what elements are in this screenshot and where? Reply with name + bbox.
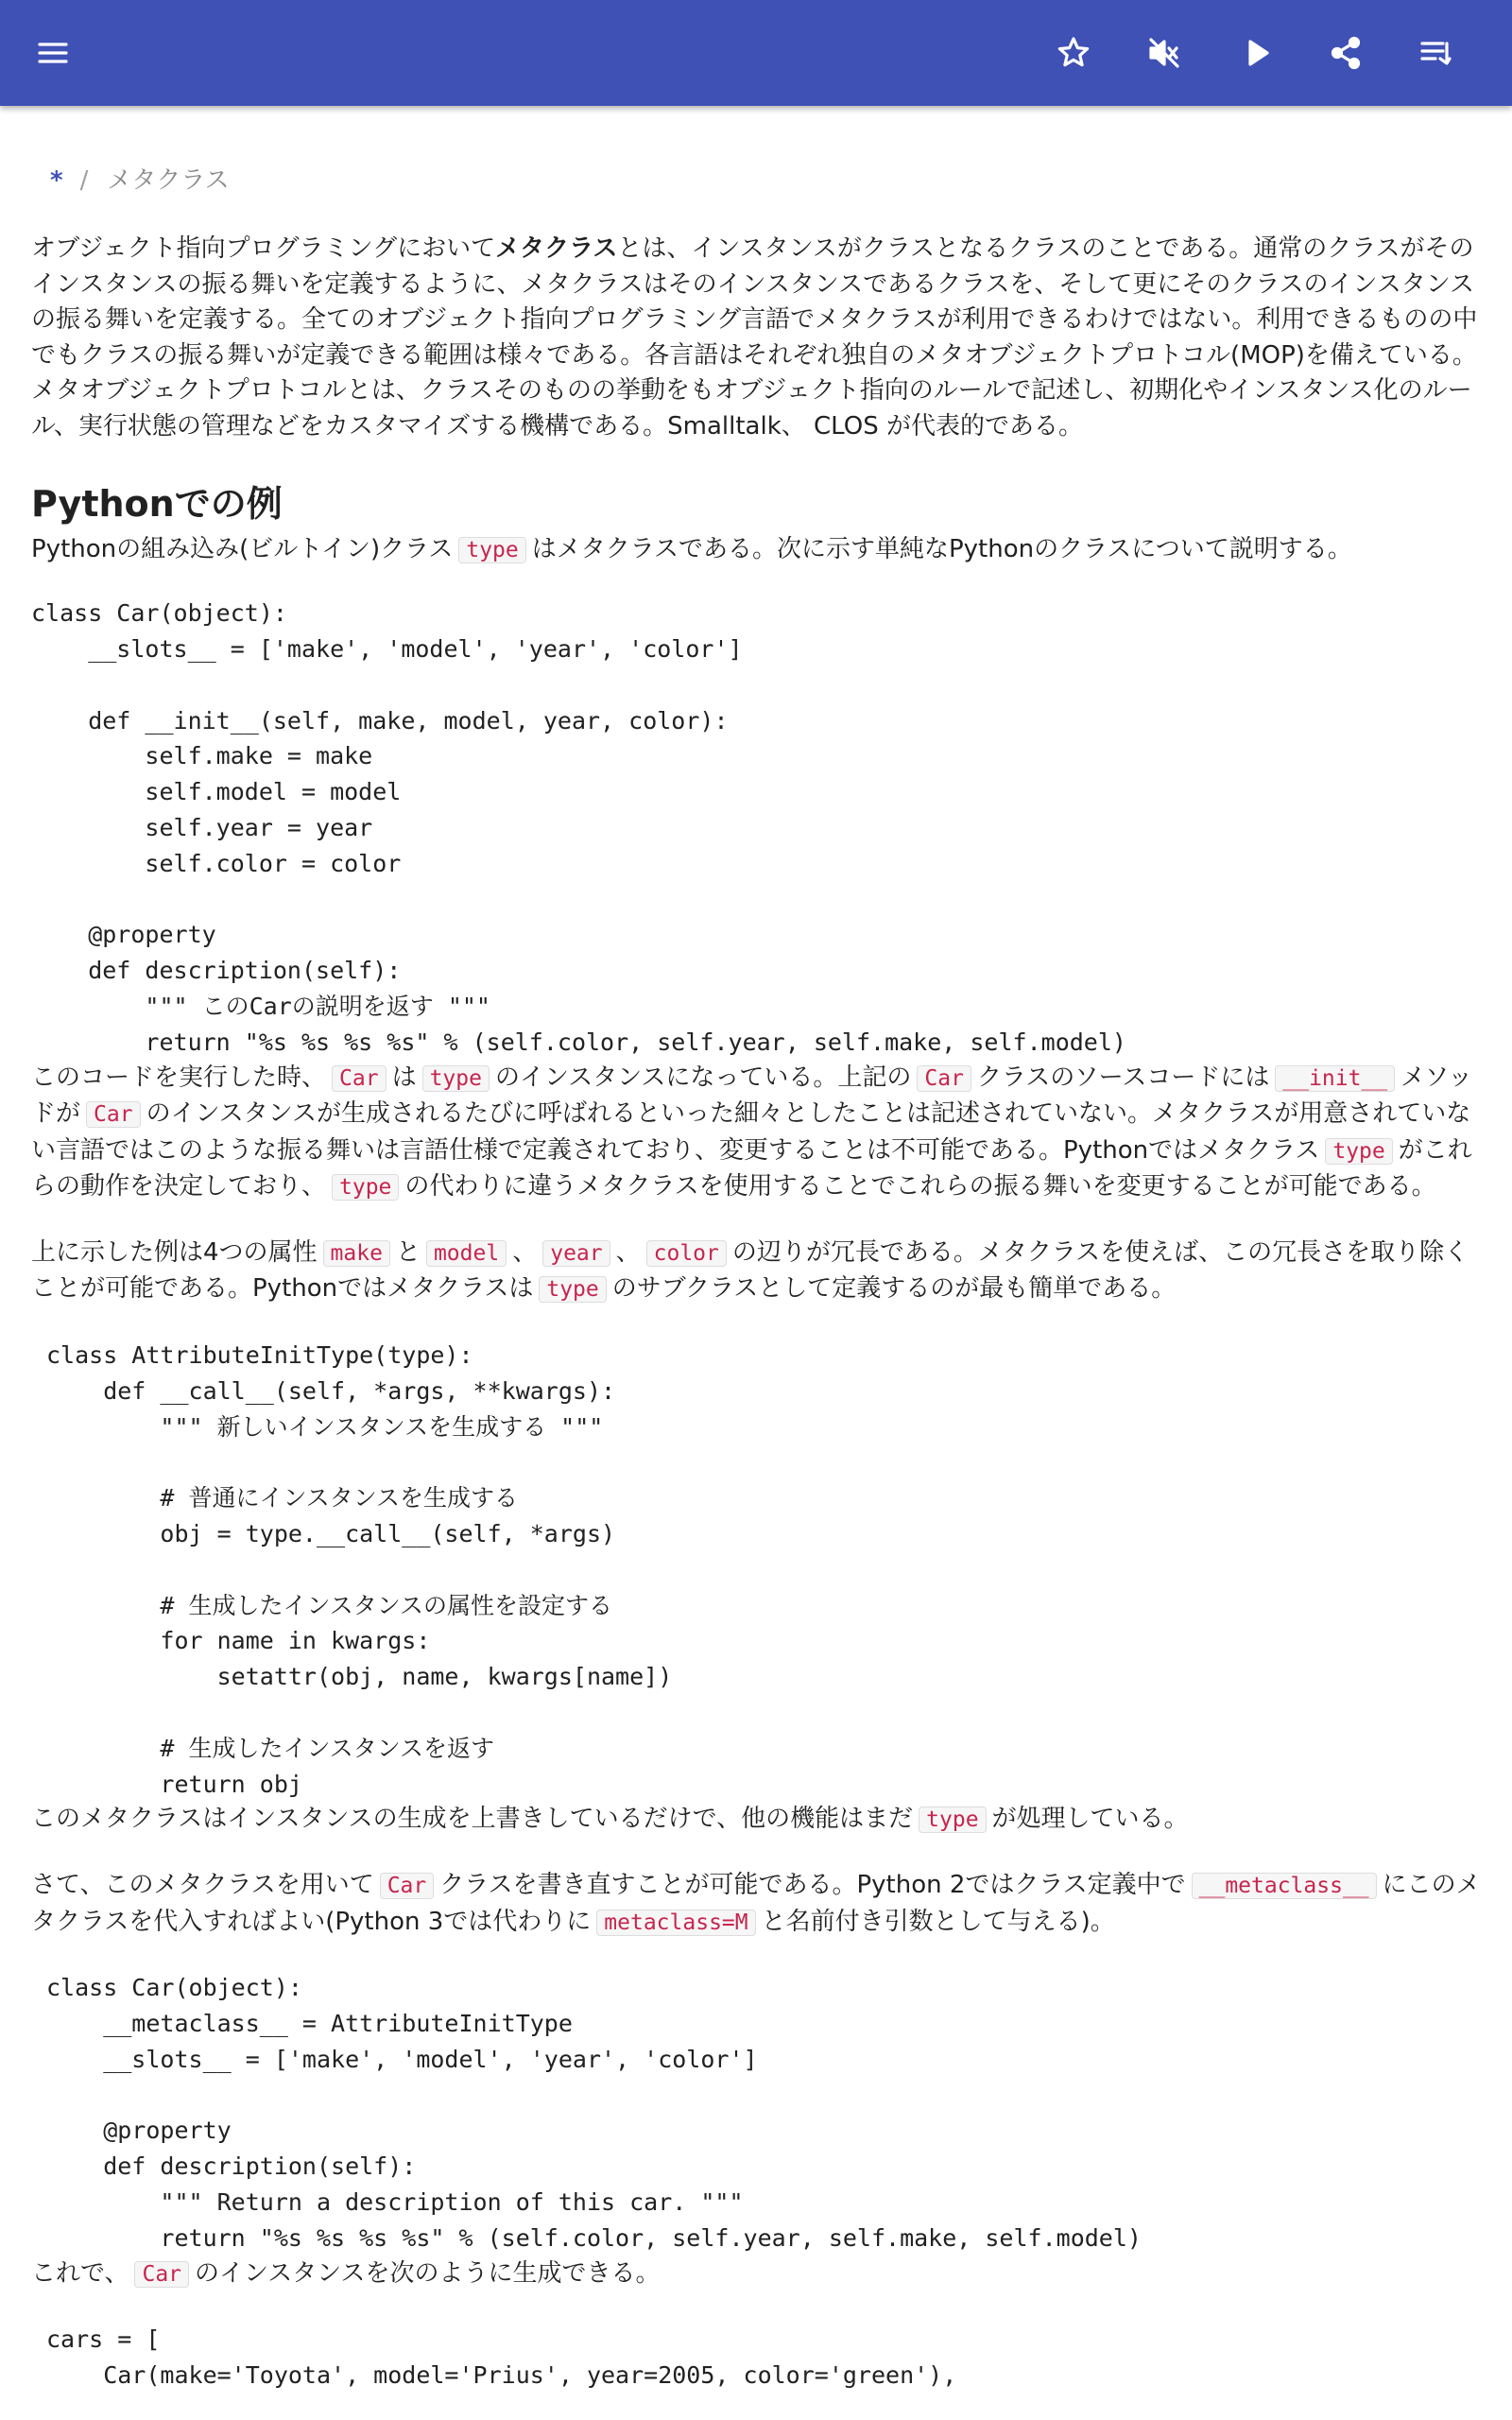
breadcrumb-separator: /: [79, 166, 89, 195]
inline-code: type: [919, 1806, 986, 1833]
contents-button[interactable]: [1408, 25, 1465, 81]
inline-code: Car: [380, 1873, 435, 1899]
paragraph-builtin-type: Pythonの組み込み(ビルトイン)クラス type はメタクラスである。次に示す単純なPythonのクラスについて説明する。: [31, 534, 1352, 563]
inline-code: __metaclass__: [1192, 1873, 1377, 1899]
inline-code: type: [422, 1065, 490, 1092]
share-button[interactable]: [1317, 25, 1374, 81]
inline-code: type: [1325, 1138, 1392, 1165]
inline-code: metaclass=M: [596, 1910, 755, 1936]
inline-code: Car: [917, 1065, 971, 1092]
article: [31, 161, 1482, 2394]
code-block-cars: cars = [ Car(make='Toyota', model='Prius', year=2005, color='green'),: [46, 2325, 957, 2389]
inline-code: type: [332, 1174, 399, 1201]
bookmark-button[interactable]: [1045, 25, 1102, 81]
inline-code: Car: [332, 1065, 387, 1092]
mute-icon: [1145, 34, 1183, 72]
play-icon: [1238, 34, 1276, 72]
inline-code: make: [323, 1240, 390, 1267]
menu-icon: [34, 34, 72, 72]
breadcrumb: [50, 161, 1482, 196]
app-bar: [0, 0, 1512, 106]
paragraph-instances: これで、 Car のインスタンスを次のように生成できる。: [31, 2258, 661, 2288]
paragraph-redundancy: 上に示した例は4つの属性 make と model 、 year 、 color の辺りが冗長である。メタクラスを使えば、この冗長さを取り除くことが可能である。Pythonではメタクラスは type のサブクラスとして定義するのが最も簡単である。: [31, 1237, 1469, 1304]
inline-code: Car: [86, 1101, 141, 1128]
code-block-car-metaclass: class Car(object): __metaclass__ = AttributeInitType __slots__ = ['make', 'model', 'year', 'color'] @property def description(self): """ Return a description of this car. """ return "%s %s %s %s" % (self.color, self.year, self.make, self.model): [46, 1974, 1142, 2252]
star-icon: [1055, 34, 1092, 72]
play-button[interactable]: [1228, 25, 1285, 81]
paragraph-explanation: このコードを実行した時、 Car は type のインスタンスになっている。上記の Car クラスのソースコードには __init__ メソッドが Car のインスタンスが生成されるたびに呼ばれるといった細々としたことは記述されていない。メタクラスが用意されていない言語ではこのような振る舞いは言語仕様で定義されており、変更することは不可能である。Pythonではメタクラス type がこれらの動作を決定しており、 type の代わりに違うメタクラスを使用することでこれらの振る舞いを変更することが可能である。: [31, 1063, 1473, 1201]
paragraph-rewrite: さて、このメタクラスを用いて Car クラスを書き直すことが可能である。Python 2ではクラス定義中で __metaclass__ にこのメタクラスを代入すればよい(Python 3では代わりに metaclass=M と名前付き引数として与える)。: [31, 1871, 1481, 1936]
intro-bold-term: メタクラス: [495, 234, 618, 263]
share-icon: [1327, 34, 1365, 72]
inline-code: model: [426, 1240, 507, 1267]
mute-button[interactable]: [1136, 25, 1193, 81]
inline-code: Car: [134, 2261, 189, 2288]
inline-code: year: [542, 1240, 610, 1267]
breadcrumb-current: メタクラス: [107, 166, 230, 195]
intro-paragraph: [31, 232, 1482, 445]
section-title: Pythonでの例: [31, 482, 283, 525]
intro-text-1: オブジェクト指向プログラミングにおいて: [31, 234, 496, 263]
playlist-icon: [1418, 34, 1455, 72]
inline-code: __init__: [1275, 1065, 1395, 1092]
inline-code: type: [539, 1276, 606, 1303]
intro-text-2: とは、インスタンスがクラスとなるクラスのことである。通常のクラスがそのインスタンスの振る舞いを定義するように、メタクラスはそのインスタンスであるクラスを、そして更にそのクラスのインスタンスの振る舞いを定義する。全てのオブジェクト指向プログラミング言語でメタクラスが利用できるわけではない。利用できるものの中でもクラスの振る舞いが定義できる範囲は様々である。各言語はそれぞれ独自のメタオブジェクトプロトコル(MOP)を備えている。メタオブジェクトプロトコルとは、クラスそのものの挙動をもオブジェクト指向のルールで記述し、初期化やインスタンス化のルール、実行状態の管理などをカスタマイズする機構である。Smalltalk、 CLOS が代表的である。: [31, 234, 1478, 441]
menu-button[interactable]: [25, 25, 81, 81]
code-block-metaclass: class AttributeInitType(type): def __call__(self, *args, **kwargs): """ 新しいインスタンスを生成する """ # 普通にインスタンスを生成する obj = type.__call__(self, *args) # 生成したインスタンスの属性を設定する for name in kwargs: setattr(obj, name, kwargs[name]) # 生成したインスタンスを返す return obj: [46, 1341, 673, 1798]
inline-code: type: [458, 537, 525, 563]
breadcrumb-home[interactable]: *: [50, 166, 63, 195]
paragraph-metaclass-note: このメタクラスはインスタンスの生成を上書きしているだけで、他の機能はまだ type が処理している。: [31, 1805, 1189, 1834]
inline-code: color: [646, 1240, 727, 1267]
code-block-car: class Car(object): __slots__ = ['make', 'model', 'year', 'color'] def __init__(self, make, model, year, color): self.make = make self.model = model self.year = year self.color = color @property def description(self): """ このCarの説明を返す """ return "%s %s %s %s" % (self.color, self.year, self.make, self.model): [31, 599, 1126, 1056]
